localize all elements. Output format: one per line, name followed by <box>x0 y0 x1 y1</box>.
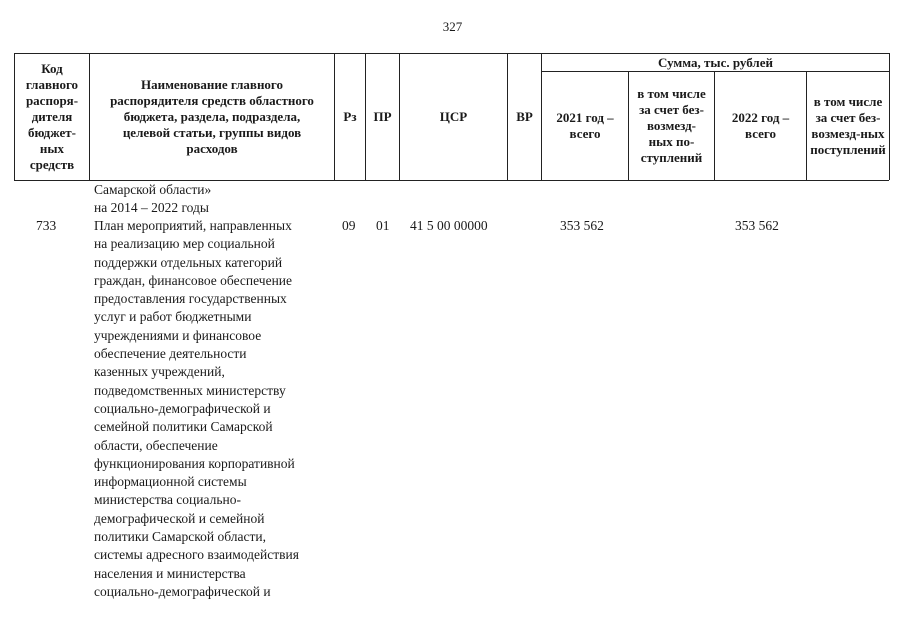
continuation-line: Самарской области» <box>94 182 212 197</box>
header-2022-free: в том числе за счет без-возмезд-ных поступлений <box>810 94 886 157</box>
page-number: 327 <box>442 19 463 34</box>
row-name-line: предоставления государственных <box>94 291 287 307</box>
continuation-line: на 2014 – 2022 годы <box>94 200 209 216</box>
row-name-line: подведомственных министерству <box>94 382 286 398</box>
row-name-line: социально-демографической и <box>94 583 271 599</box>
row-code: 733 <box>36 218 57 233</box>
header-name: Наименование главного распорядителя средств областного бюджета, раздела, подраздела, целевой статьи, группы видов расходов <box>110 77 314 156</box>
header-2021-free: в том числе за счет без-возмезд-ных по-ступлений <box>637 86 706 165</box>
row-name-line: обеспечение деятельности <box>94 346 247 362</box>
row-name-line: на реализацию мер социальной <box>94 236 275 252</box>
row-name-line: услуг и работ бюджетными <box>94 309 252 325</box>
row-name-line: политики Самарской области, <box>94 529 266 545</box>
row-name-line: социально-демографической и <box>94 400 271 416</box>
row-name-line: населения и министерства <box>94 565 246 581</box>
header-2022-total: 2022 год – всего <box>731 110 790 141</box>
header-rz: Рз <box>343 109 357 124</box>
header-vr: ВР <box>516 109 533 124</box>
col-border <box>889 53 890 180</box>
row-name-line: функционирования корпоративной <box>94 455 295 471</box>
row-name-line: учреждениями и финансовое <box>94 327 262 343</box>
row-csr: 41 5 00 00000 <box>410 218 488 233</box>
row-name-line: информационной системы <box>94 474 247 490</box>
row-name <box>94 217 339 601</box>
row-name-line: граждан, финансовое обеспечение <box>94 272 293 288</box>
row-pr: 01 <box>376 218 390 233</box>
header-pr: ПР <box>373 109 392 124</box>
row-name-line: системы адресного взаимодействия <box>94 547 299 563</box>
row-sum-2021: 353 562 <box>560 218 604 233</box>
continuation-text <box>94 181 334 218</box>
row-sum-2022: 353 562 <box>735 218 779 233</box>
row-name-line: казенных учреждений, <box>94 364 225 380</box>
row-name-line: демографической и семейной <box>94 510 265 526</box>
row-name-line: министерства социально- <box>94 492 241 508</box>
row-name-line: семейной политики Самарской <box>94 419 273 435</box>
header-code: Код главного распоря-дителя бюджет-ных средств <box>25 61 79 172</box>
header-csr: ЦСР <box>439 109 468 124</box>
header-2021-total: 2021 год – всего <box>556 110 614 141</box>
row-name-line: План мероприятий, направленных <box>94 218 292 233</box>
header-sum-group: Сумма, тыс. рублей <box>658 54 773 70</box>
row-rz: 09 <box>342 218 356 233</box>
row-name-line: области, обеспечение <box>94 437 218 453</box>
row-name-line: поддержки отдельных категорий <box>94 254 283 270</box>
